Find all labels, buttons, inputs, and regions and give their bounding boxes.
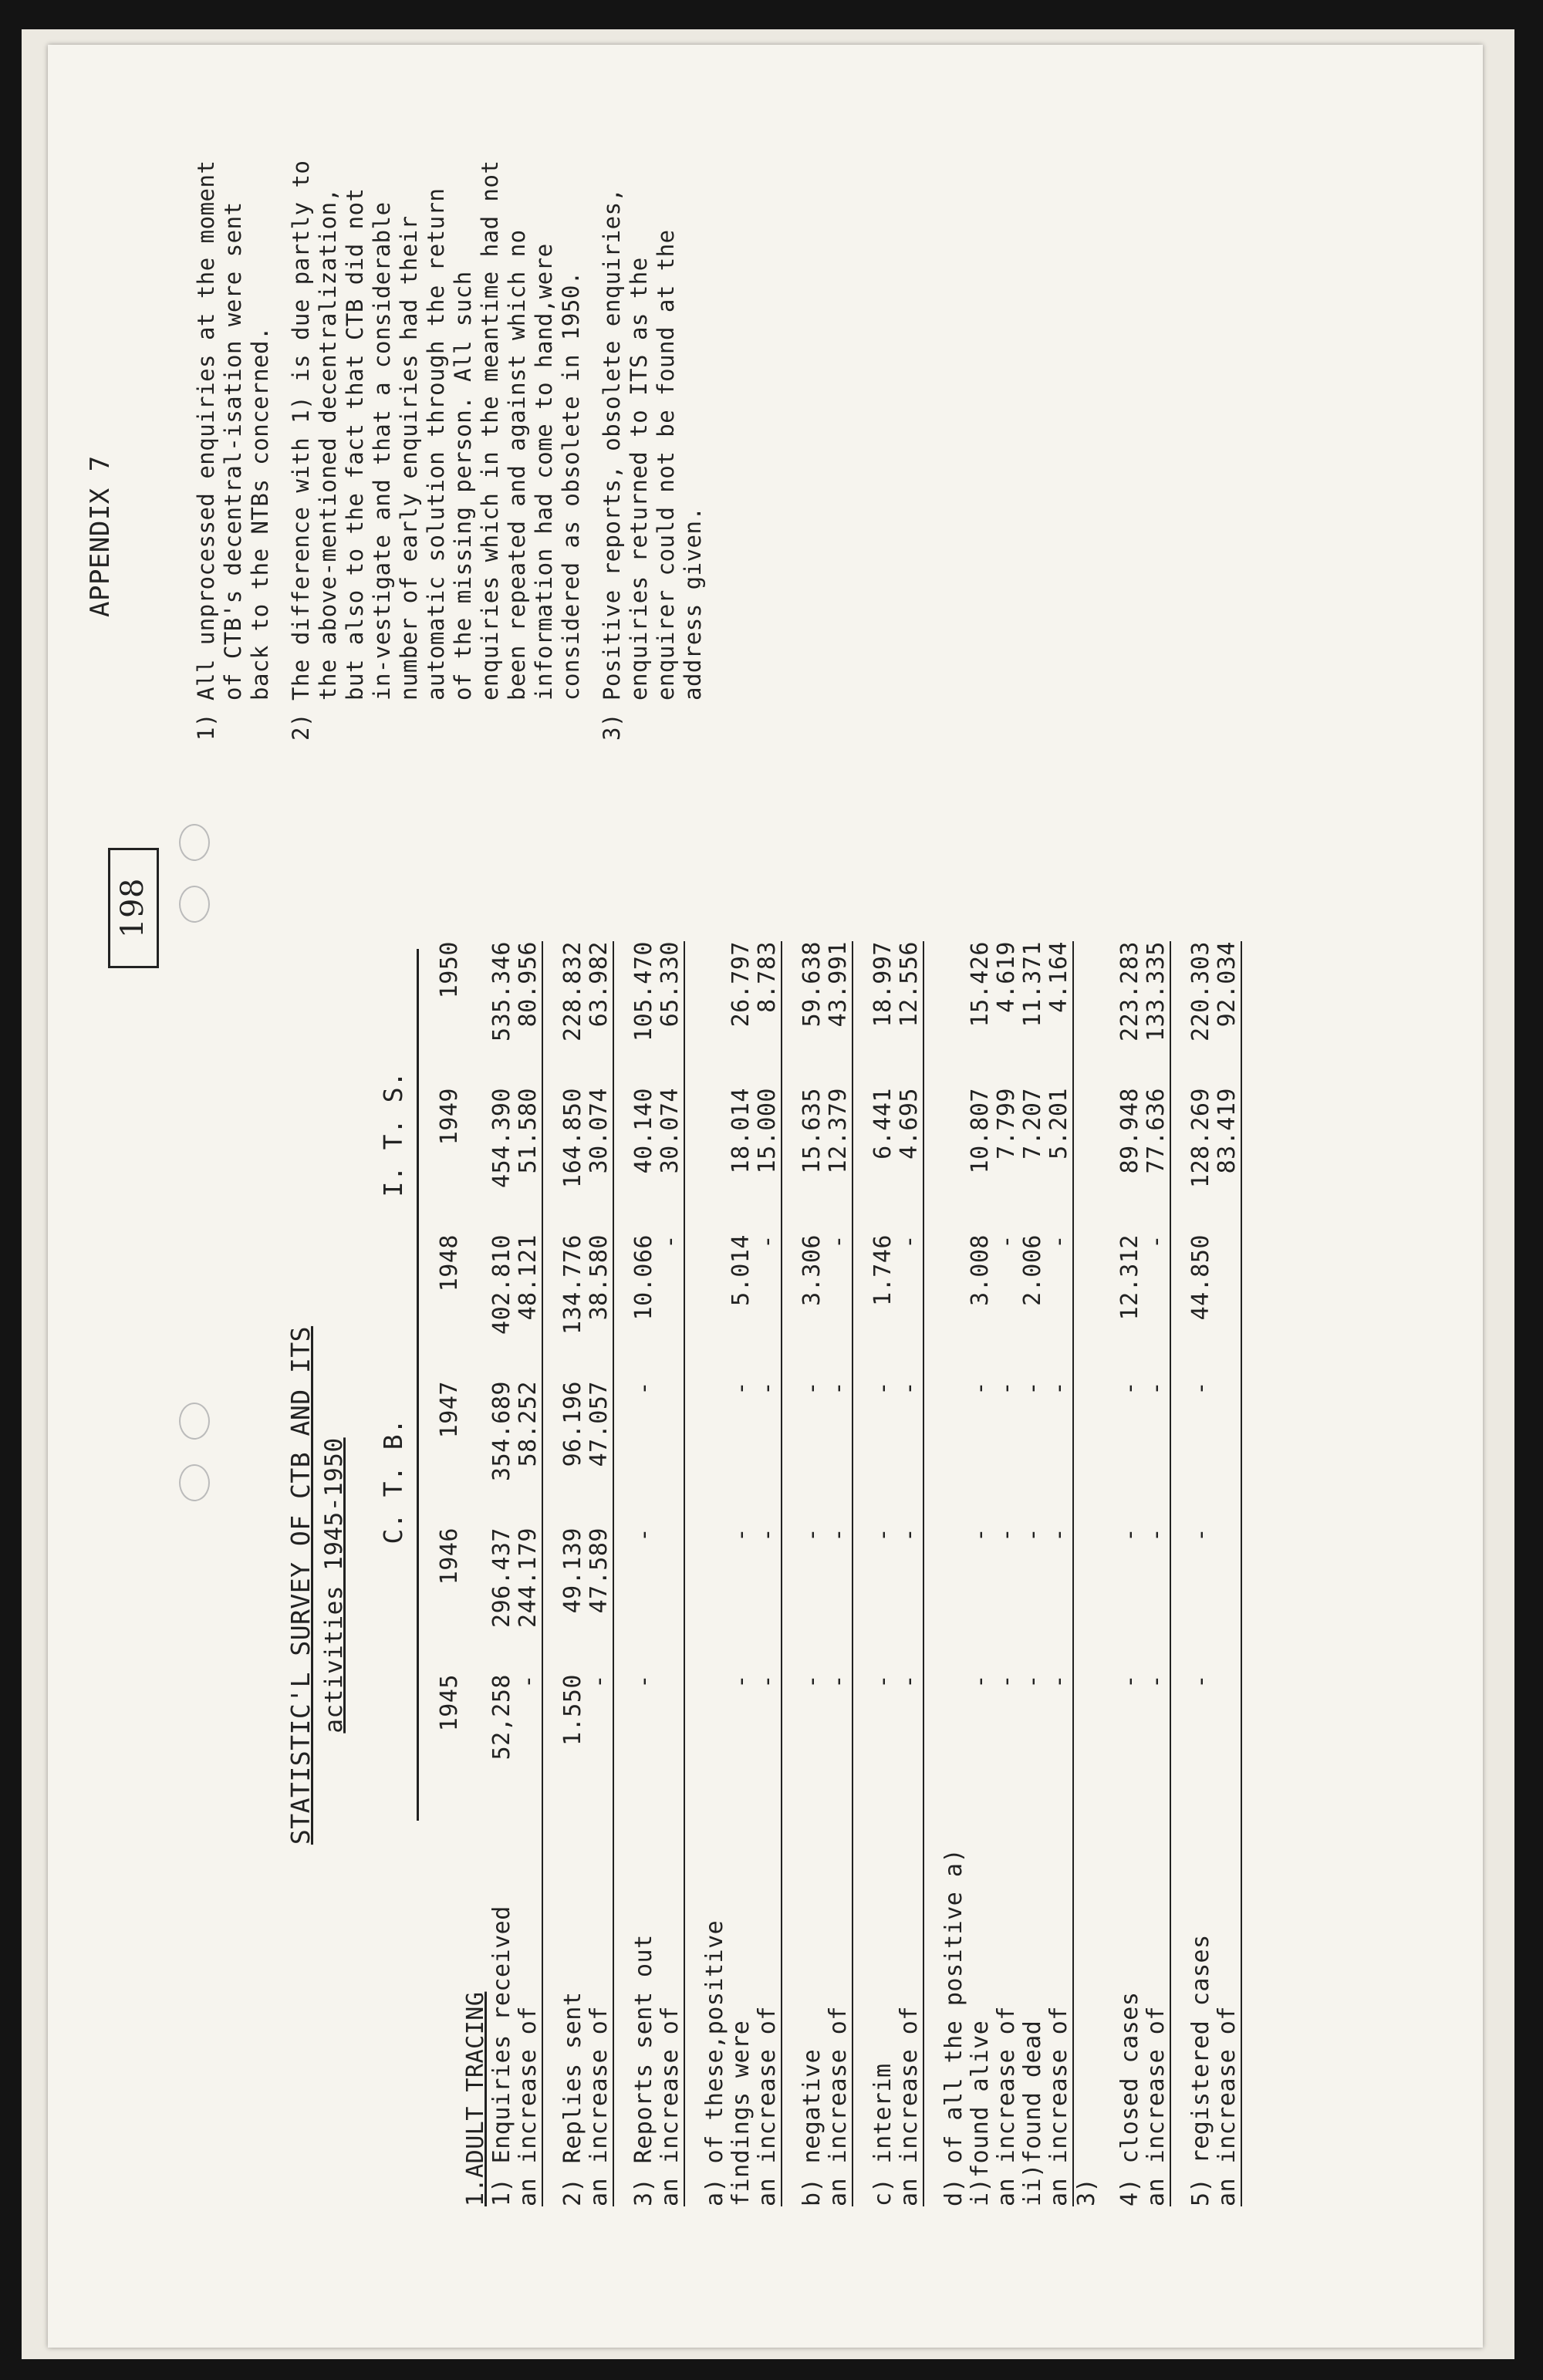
spacer-cell (923, 941, 941, 2206)
table-row (702, 941, 728, 2206)
value-cell: 12.312 (1116, 1234, 1143, 1321)
document-subtitle: activities 1945-1950 (320, 1437, 348, 1734)
value-cell: - (1116, 1381, 1143, 1396)
spacer-cell (782, 941, 799, 2206)
table-row (1046, 941, 1073, 2206)
appendix-label: APPENDIX 7 (85, 455, 116, 617)
value-cell: - (755, 1234, 782, 1381)
value-cell: 80.956 (515, 941, 542, 1088)
row-label: 1.ADULT TRACING (462, 1991, 489, 2206)
spacer-cell (542, 941, 560, 2206)
table-row (631, 941, 657, 2206)
value-cell: - (896, 1674, 923, 1821)
value-cell (1073, 1234, 1100, 1381)
spacer-cell (1170, 941, 1188, 2206)
year-header: 1950 (436, 941, 463, 999)
table-row (1117, 941, 1143, 2206)
value-cell: 105.470 (630, 941, 657, 1041)
value-cell (463, 1674, 489, 1821)
value-cell: - (728, 1674, 755, 1689)
value-cell: - (869, 1528, 896, 1542)
row-label: an increase of (826, 1821, 853, 2206)
value-cell (941, 1234, 967, 1381)
value-cell: - (1046, 1234, 1073, 1381)
value-cell: 354.689 (488, 1381, 515, 1481)
table-row (515, 941, 542, 2206)
row-label: an increase of (586, 1821, 613, 2206)
value-cell: - (826, 1381, 853, 1528)
value-cell: - (967, 1528, 994, 1542)
value-cell: - (630, 1528, 657, 1542)
row-label: an increase of (993, 2006, 1020, 2206)
value-cell (941, 1674, 967, 1821)
value-cell: - (869, 1381, 896, 1396)
value-cell (463, 941, 489, 1088)
table-row (1214, 941, 1241, 2206)
value-cell: - (1046, 1674, 1073, 1821)
footnote-number: 2) (288, 713, 314, 741)
statistics-table (424, 941, 1242, 2206)
value-cell: - (869, 1674, 896, 1689)
value-cell (657, 1674, 684, 1821)
value-cell: 7.207 (1019, 1088, 1046, 1160)
value-cell (657, 1528, 684, 1674)
value-cell: 164.850 (559, 1088, 586, 1188)
year-header: 1948 (436, 1234, 463, 1292)
table-row (1020, 941, 1046, 2206)
value-cell: - (1019, 1674, 1046, 1689)
value-cell: - (826, 1674, 853, 1821)
value-cell: - (1019, 1381, 1046, 1396)
value-cell: - (1019, 1528, 1046, 1542)
document-title: STATISTIC'L SURVEY OF CTB AND ITS (285, 1325, 316, 1845)
year-header: 1947 (436, 1381, 463, 1439)
value-cell (941, 1088, 967, 1234)
value-cell: - (993, 1674, 1020, 1689)
value-cell: - (630, 1381, 657, 1396)
value-cell: 223.283 (1116, 941, 1143, 1041)
year-header-row (424, 941, 463, 2206)
footnote-text: Positive reports, obsolete enquiries, enquiries returned to ITS as the enquirer could not be found at the address given. (599, 187, 706, 700)
header-rule (417, 949, 419, 1821)
group-header-its: I. T. S. (378, 1071, 408, 1197)
row-label: an increase of (657, 1821, 684, 2206)
value-cell (702, 941, 728, 1088)
value-cell: 30.074 (657, 1088, 684, 1234)
value-cell: - (755, 1528, 782, 1674)
value-cell: 244.179 (515, 1528, 542, 1674)
value-cell (941, 941, 967, 1088)
table-row (896, 941, 923, 2206)
value-cell: - (755, 1381, 782, 1528)
value-cell: - (515, 1674, 542, 1821)
group-header-ctb: C. T. B. (378, 1418, 408, 1544)
value-cell: 454.390 (488, 1088, 515, 1188)
value-cell: - (993, 1234, 1020, 1249)
value-cell: 296.437 (488, 1528, 515, 1628)
value-cell: 49.139 (559, 1528, 586, 1614)
value-cell: - (993, 1528, 1020, 1542)
row-label: an increase of (515, 1821, 542, 2206)
value-cell: 4.695 (896, 1088, 923, 1234)
year-header: 1946 (436, 1528, 463, 1585)
value-cell: 8.783 (755, 941, 782, 1088)
row-label: 5) registered cases (1187, 1934, 1214, 2206)
value-cell: 12.556 (896, 941, 923, 1088)
value-cell (1214, 1528, 1241, 1674)
value-cell: - (630, 1674, 657, 1689)
value-cell: 59.638 (799, 941, 826, 1028)
value-cell: 44.850 (1187, 1234, 1214, 1321)
value-cell (1073, 1528, 1100, 1674)
value-cell: 5.201 (1046, 1088, 1073, 1234)
value-cell: - (1187, 1674, 1214, 1689)
value-cell (1073, 1088, 1100, 1234)
spacer-cell (853, 941, 870, 2206)
value-cell (463, 1381, 489, 1528)
row-label: i)found alive (967, 2020, 994, 2206)
value-cell (702, 1234, 728, 1381)
value-cell: 128.269 (1187, 1088, 1214, 1188)
footnote-number: 3) (599, 713, 625, 741)
row-label: an increase of (1046, 1821, 1073, 2206)
value-cell: - (896, 1381, 923, 1528)
value-cell: 1.746 (869, 1234, 896, 1306)
row-spacer (684, 941, 702, 2206)
value-cell: 133.335 (1143, 941, 1170, 1088)
value-cell: - (657, 1234, 684, 1381)
value-cell: 10.807 (967, 1088, 994, 1174)
value-cell: - (993, 1381, 1020, 1396)
row-label: 2) Replies sent (559, 1991, 586, 2206)
value-cell: 40.140 (630, 1088, 657, 1174)
row-label: c) interim (869, 2063, 896, 2206)
value-cell: 1.550 (559, 1674, 586, 1746)
footnote (288, 154, 585, 741)
value-cell: 26.797 (728, 941, 755, 1028)
row-label: a) of these,positive (701, 1919, 728, 2206)
row-label: 3) (1073, 2177, 1100, 2206)
value-cell: 4.619 (993, 941, 1020, 1013)
value-cell: 18.014 (728, 1088, 755, 1174)
value-cell: - (826, 1528, 853, 1674)
value-cell (1073, 1381, 1100, 1528)
row-label: an increase of (1214, 1821, 1241, 2206)
value-cell: 52,258 (488, 1674, 515, 1761)
footnote-text: The difference with 1) is due partly to the above-mentioned decentralization, but also to the fact that CTB did not in-vestigate and that a considerable number of early enquiries had their automatic solution through the return of the missing person. All such enquiries which in the meantime had not been repeated and against which no information had come to hand,were considered as obsolete in 1950. (288, 160, 584, 700)
table-row (1143, 941, 1170, 2206)
value-cell: 18.997 (869, 941, 896, 1028)
value-cell: 10.066 (630, 1234, 657, 1321)
year-header: 1949 (436, 1088, 463, 1146)
footnote-number: 1) (193, 713, 219, 741)
value-cell: 2.006 (1019, 1234, 1046, 1306)
row-label: 3) Reports sent out (630, 1934, 657, 2206)
value-cell: 228.832 (559, 941, 586, 1041)
value-cell: - (1143, 1528, 1170, 1674)
value-cell (463, 1234, 489, 1381)
row-label: findings were (728, 2020, 755, 2206)
value-cell: 15.000 (755, 1088, 782, 1234)
value-cell: 3.008 (967, 1234, 994, 1306)
value-cell: 5.014 (728, 1234, 755, 1306)
value-cell: 134.776 (559, 1234, 586, 1335)
value-cell: - (728, 1528, 755, 1542)
table-row (560, 941, 586, 2206)
value-cell: 220.303 (1187, 941, 1214, 1041)
value-cell: 38.580 (586, 1234, 613, 1381)
value-cell: - (1187, 1528, 1214, 1542)
row-spacer (1100, 941, 1117, 2206)
value-cell: - (799, 1528, 826, 1542)
value-cell: 47.589 (586, 1528, 613, 1674)
table-row (799, 941, 826, 2206)
value-cell: 30.074 (586, 1088, 613, 1234)
value-cell (702, 1381, 728, 1528)
year-header: 1945 (436, 1674, 463, 1732)
value-cell: - (1046, 1381, 1073, 1528)
value-cell: 89.948 (1116, 1088, 1143, 1174)
value-cell: - (1187, 1381, 1214, 1396)
row-spacer (853, 941, 870, 2206)
row-label: 1) Enquiries received (488, 1906, 515, 2206)
table-row (1188, 941, 1214, 2206)
value-cell (702, 1088, 728, 1234)
value-cell: - (1143, 1234, 1170, 1381)
table-row (1073, 941, 1100, 2206)
table-row (870, 941, 896, 2206)
table-row (463, 941, 489, 2206)
value-cell (1073, 1674, 1100, 1821)
value-cell: 43.991 (826, 941, 853, 1088)
footnotes (193, 154, 721, 741)
row-spacer (613, 941, 631, 2206)
value-cell (941, 1381, 967, 1528)
spacer-cell (613, 941, 631, 2206)
row-label: an increase of (896, 1821, 923, 2206)
table-row (994, 941, 1020, 2206)
table-row (489, 941, 515, 2206)
value-cell: - (1116, 1528, 1143, 1542)
value-cell: 83.419 (1214, 1088, 1241, 1234)
archive-stamp: 198 (108, 848, 159, 968)
value-cell: 11.371 (1019, 941, 1046, 1028)
row-label: an increase of (1143, 1821, 1170, 2206)
row-label: ii)found dead (1019, 2020, 1046, 2206)
value-cell: - (967, 1674, 994, 1689)
value-cell: - (1143, 1381, 1170, 1528)
footnote (193, 154, 274, 741)
value-cell: - (1046, 1528, 1073, 1674)
footnote-text: All unprocessed enquiries at the moment of CTB's decentral-isation were sent back to the NTBs concerned. (193, 160, 273, 700)
value-cell: 92.034 (1214, 941, 1241, 1088)
table-row (728, 941, 755, 2206)
value-cell: 77.636 (1143, 1088, 1170, 1234)
value-cell: 4.164 (1046, 941, 1073, 1088)
row-spacer (923, 941, 941, 2206)
spacer-cell (684, 941, 702, 2206)
value-cell: 7.799 (993, 1088, 1020, 1160)
value-cell (1073, 941, 1100, 1088)
value-cell: - (1143, 1674, 1170, 1821)
value-cell: - (896, 1234, 923, 1381)
value-cell: - (799, 1381, 826, 1396)
row-spacer (782, 941, 799, 2206)
row-label: 4) closed cases (1116, 1991, 1143, 2206)
value-cell: - (728, 1381, 755, 1396)
rotated-content (54, 123, 1412, 2222)
value-cell (1214, 1234, 1241, 1381)
value-cell (463, 1088, 489, 1234)
value-cell: 535.346 (488, 941, 515, 1041)
value-cell: 47.057 (586, 1381, 613, 1528)
row-label: b) negative (799, 2048, 826, 2206)
value-cell: - (896, 1528, 923, 1674)
row-spacer (1170, 941, 1188, 2206)
table-row (586, 941, 613, 2206)
value-cell: - (1116, 1674, 1143, 1689)
value-cell (463, 1528, 489, 1674)
row-label: d) of all the positive a) (940, 1848, 967, 2206)
footnote (599, 154, 707, 741)
value-cell: - (755, 1674, 782, 1821)
value-cell (702, 1674, 728, 1821)
table-row (755, 941, 782, 2206)
value-cell: 51.580 (515, 1088, 542, 1234)
spacer-cell (1100, 941, 1117, 2206)
table-row (657, 941, 684, 2206)
value-cell (1214, 1674, 1241, 1821)
value-cell: - (967, 1381, 994, 1396)
row-label: an increase of (755, 1821, 782, 2206)
value-cell: 12.379 (826, 1088, 853, 1234)
value-cell: 15.426 (967, 941, 994, 1028)
value-cell: 48.121 (515, 1234, 542, 1381)
value-cell: 15.635 (799, 1088, 826, 1174)
table-row (967, 941, 994, 2206)
table-row (826, 941, 853, 2206)
value-cell: - (826, 1234, 853, 1381)
value-cell: 58.252 (515, 1381, 542, 1528)
value-cell (941, 1528, 967, 1674)
value-cell: - (586, 1674, 613, 1821)
value-cell: 63.982 (586, 941, 613, 1088)
row-spacer (542, 941, 560, 2206)
value-cell: 3.306 (799, 1234, 826, 1306)
value-cell: - (799, 1674, 826, 1689)
table-row (941, 941, 967, 2206)
value-cell: 6.441 (869, 1088, 896, 1160)
value-cell: 96.196 (559, 1381, 586, 1467)
value-cell (1214, 1381, 1241, 1528)
value-cell (657, 1381, 684, 1528)
value-cell (702, 1528, 728, 1674)
value-cell: 65.330 (657, 941, 684, 1088)
value-cell: 402.810 (488, 1234, 515, 1335)
row-label-header (424, 1821, 463, 2206)
